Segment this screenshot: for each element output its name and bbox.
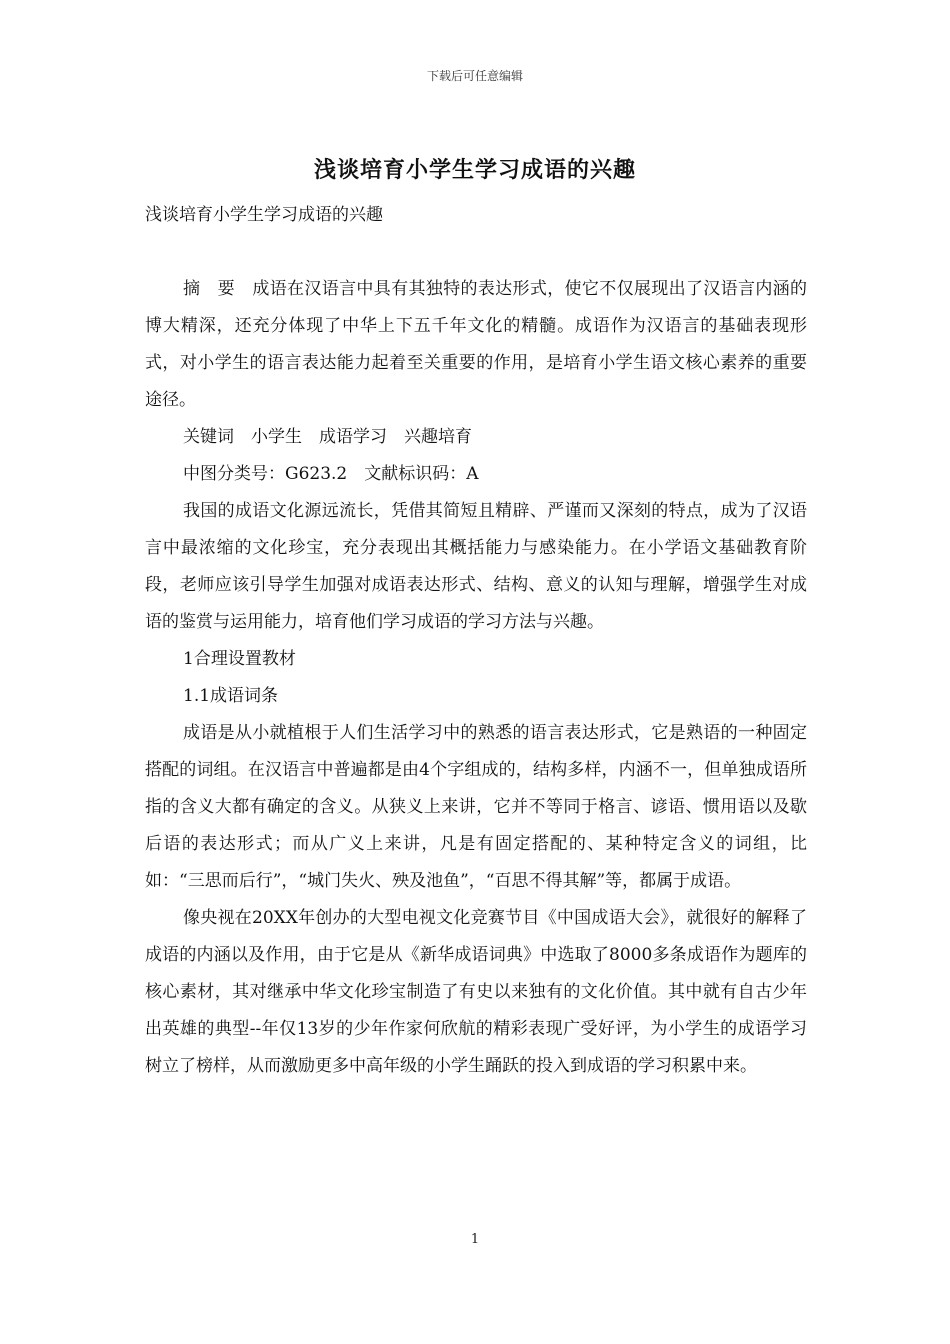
document-title: 浅谈培育小学生学习成语的兴趣 bbox=[313, 157, 636, 183]
keywords-line: 关键词 小学生 成语学习 兴趣培育 bbox=[183, 427, 472, 447]
classification-line: 中图分类号：G623.2 文献标识码：A bbox=[183, 464, 479, 484]
section-heading-1: 1合理设置教材 bbox=[183, 649, 296, 669]
page-number: 1 bbox=[470, 1232, 480, 1247]
body-paragraph-2: 像央视在20XX年创办的大型电视文化竞赛节目《中国成语大会》，就很好的解释了成语的内涵以及作用，由于它是从《新华成语词典》中选取了8000多条成语作为题库的核心素材，其对继承中华文化珍宝制造了有史以来独有的文化价值。其中就有自古少年出英雄的典型--年仅13岁的少年作家何欣航的精彩表现广受好评，为小学生的成语学习树立了榜样，从而激励更多中高年级的小学生踊跃的投入到成语的学习积累中来。 bbox=[145, 908, 807, 1076]
blank-line bbox=[145, 234, 807, 271]
page-header-note: 下载后可任意编辑 bbox=[426, 69, 523, 83]
document-body bbox=[145, 197, 807, 1085]
document-subtitle: 浅谈培育小学生学习成语的兴趣 bbox=[145, 205, 383, 225]
section-heading-1-1: 1.1成语词条 bbox=[183, 686, 279, 706]
body-paragraph-1: 成语是从小就植根于人们生活学习中的熟悉的语言表达形式，它是熟语的一种固定搭配的词组。在汉语言中普遍都是由4个字组成的，结构多样，内涵不一，但单独成语所指的含义大都有确定的含义。从狭义上来讲，它并不等同于格言、谚语、惯用语以及歇后语的表达形式；而从广义上来讲，凡是有固定搭配的、某种特定含义的词组，比如：“三思而后行”，“城门失火、殃及池鱼”，“百思不得其解”等，都属于成语。 bbox=[145, 723, 807, 891]
abstract-paragraph: 摘 要 成语在汉语言中具有其独特的表达形式，使它不仅展现出了汉语言内涵的博大精深，还充分体现了中华上下五千年文化的精髓。成语作为汉语言的基础表现形式，对小学生的语言表达能力起着至关重要的作用，是培育小学生语文核心素养的重要途径。 bbox=[145, 279, 807, 410]
intro-paragraph: 我国的成语文化源远流长，凭借其简短且精辟、严谨而又深刻的特点，成为了汉语言中最浓缩的文化珍宝，充分表现出其概括能力与感染能力。在小学语文基础教育阶段，老师应该引导学生加强对成语表达形式、结构、意义的认知与理解，增强学生对成语的鉴赏与运用能力，培育他们学习成语的学习方法与兴趣。 bbox=[145, 501, 807, 632]
